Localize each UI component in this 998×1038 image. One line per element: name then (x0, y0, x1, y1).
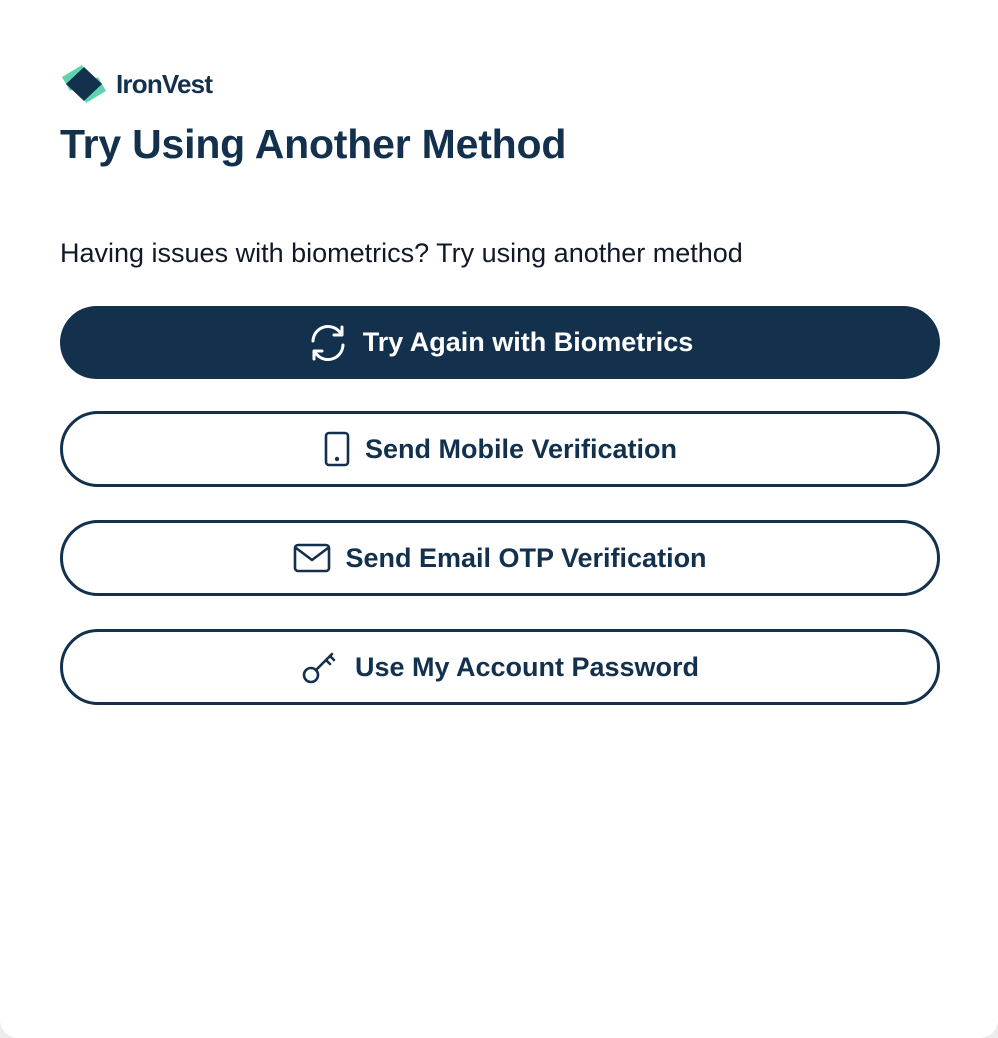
page-subtitle: Having issues with biometrics? Try using another method (60, 238, 743, 268)
mobile-phone-icon (323, 431, 351, 467)
brand-header (60, 63, 212, 105)
send-email-otp-label: Send Email OTP Verification (345, 542, 707, 573)
envelope-icon (293, 543, 331, 573)
try-again-biometrics-label: Try Again with Biometrics (362, 327, 694, 357)
ironvest-logo-icon (60, 63, 108, 105)
send-email-otp-button[interactable] (60, 520, 940, 596)
send-mobile-verification-button[interactable] (60, 411, 940, 487)
key-icon (301, 649, 341, 685)
brand-name: IronVest (116, 69, 213, 99)
use-account-password-button[interactable] (60, 629, 940, 705)
use-account-password-label: Use My Account Password (354, 651, 700, 682)
page-title: Try Using Another Method (60, 121, 567, 167)
refresh-icon (307, 324, 349, 362)
try-again-biometrics-button[interactable] (60, 306, 940, 379)
send-mobile-verification-label: Send Mobile Verification (364, 433, 678, 464)
